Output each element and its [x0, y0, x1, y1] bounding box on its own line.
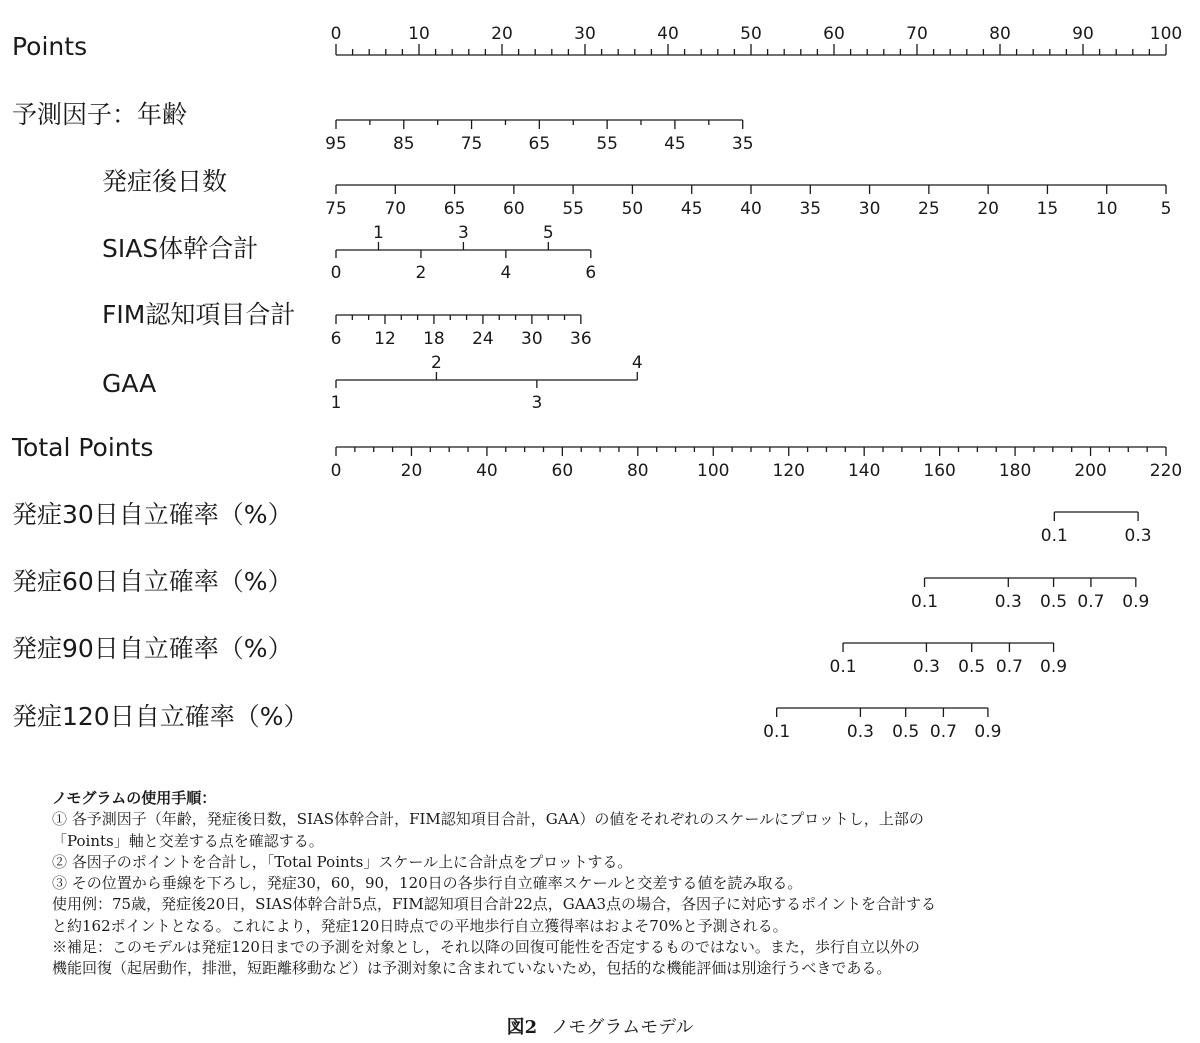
age-tick-label: 85 [392, 134, 415, 154]
days-tick-label: 15 [1036, 199, 1059, 219]
p60-tick-label: 0.7 [1077, 592, 1105, 612]
notes-line-7: ※補足：このモデルは発症120日までの予測を対象とし，それ以降の回復可能性を否定するものではない。また，歩行自立以外の [52, 938, 920, 957]
gaa-tick-label: 2 [431, 353, 442, 373]
age-tick-label: 45 [664, 134, 686, 154]
points-tick-label: 60 [823, 24, 845, 44]
total-tick-label: 180 [998, 461, 1032, 481]
p120-tick-label: 0.9 [974, 722, 1002, 742]
notes-line-3: ② 各因子のポイントを合計し，「Total Points」スケール上に合計点をプロットする。 [52, 852, 633, 871]
gaa-tick-label: 4 [631, 353, 643, 373]
days-tick-label: 35 [799, 199, 822, 219]
fim-tick-label: 36 [570, 329, 592, 349]
age-tick-label: 95 [325, 134, 347, 154]
points-tick-label: 50 [740, 24, 762, 44]
total-tick-label: 0 [330, 461, 342, 481]
sias-tick-label: 3 [457, 223, 469, 243]
notes-title: ノモグラムの使用手順： [52, 789, 217, 807]
points-tick-label: 20 [491, 24, 513, 44]
scale-label-p90: 発症90日自立確率（%） [12, 634, 293, 663]
total-tick-label: 100 [697, 461, 730, 481]
fim-tick-label: 24 [472, 329, 494, 349]
points-tick-label: 40 [657, 24, 679, 44]
p120-tick-label: 0.3 [846, 722, 874, 742]
p60-tick-label: 0.9 [1122, 592, 1150, 612]
notes-line-5: 使用例：75歳，発症後20日，SIAS体幹合計5点，FIM認知項目合計22点，GAA3点の場合，各因子に対応するポイントを合計する [52, 895, 937, 914]
sias-tick-label: 5 [542, 223, 554, 243]
days-tick-label: 10 [1095, 199, 1118, 219]
p120-tick-label: 0.7 [929, 722, 957, 742]
total-tick-label: 120 [772, 461, 805, 481]
p90-tick-label: 0.7 [995, 657, 1023, 677]
total-tick-label: 220 [1149, 461, 1183, 481]
usage-notes [52, 788, 1162, 980]
p60-tick-label: 0.3 [994, 592, 1022, 612]
fim-tick-label: 6 [330, 329, 342, 349]
scale-label-sias: SIAS体幹合計 [102, 234, 259, 263]
sias-tick-label: 0 [330, 263, 342, 283]
gaa-tick-label: 3 [531, 393, 543, 413]
gaa-tick-label: 1 [330, 393, 342, 413]
total-tick-label: 200 [1074, 461, 1107, 481]
total-tick-label: 160 [923, 461, 956, 481]
days-tick-label: 65 [443, 199, 466, 219]
notes-line-1: ① 各予測因子（年齢，発症後日数，SIAS体幹合計，FIM認知項目合計，GAA）の値をそれぞれのスケールにプロットし，上部の [52, 810, 924, 829]
scale-label-p30: 発症30日自立確率（%） [12, 500, 293, 529]
points-tick-label: 90 [1072, 24, 1094, 44]
notes-line-8: 機能回復（起居動作，排泄，短距離移動など）は予測対象に含まれていないため，包括的な機能評価は別途行うべきである。 [52, 959, 892, 978]
points-tick-label: 30 [574, 24, 596, 44]
days-tick-label: 25 [918, 199, 940, 219]
p90-tick-label: 0.3 [912, 657, 940, 677]
points-tick-label: 100 [1149, 24, 1183, 44]
notes-line-2: 「Points」軸と交差する点を確認する。 [52, 831, 324, 850]
scale-label-total: Total Points [12, 433, 154, 462]
total-tick-label: 40 [476, 461, 498, 481]
figure-number: 図2 [506, 1017, 538, 1038]
p120-tick-label: 0.1 [763, 722, 791, 742]
figure-caption [0, 1013, 1200, 1039]
notes-line-6: と約162ポイントとなる。これにより，発症120日時点での平地歩行自立獲得率はおよそ70%と予測される。 [52, 916, 788, 935]
points-tick-label: 70 [906, 24, 928, 44]
days-tick-label: 40 [740, 199, 762, 219]
p90-tick-label: 0.9 [1040, 657, 1068, 677]
p30-tick-label: 0.1 [1040, 526, 1068, 546]
total-tick-label: 80 [626, 461, 649, 481]
p90-tick-label: 0.1 [829, 657, 857, 677]
figure-caption-text: ノモグラムモデル [551, 1017, 694, 1038]
fim-tick-label: 30 [521, 329, 543, 349]
scale-label-gaa: GAA [102, 369, 157, 398]
points-tick-label: 0 [330, 24, 342, 44]
scale-label-age: 予測因子：年齢 [12, 100, 188, 129]
sias-tick-label: 4 [500, 263, 512, 283]
scale-label-points: Points [12, 32, 88, 61]
p30-tick-label: 0.3 [1124, 526, 1152, 546]
days-tick-label: 20 [977, 199, 999, 219]
days-tick-label: 45 [680, 199, 703, 219]
p60-tick-label: 0.1 [911, 592, 939, 612]
scale-label-p120: 発症120日自立確率（%） [12, 702, 309, 731]
total-tick-label: 140 [847, 461, 881, 481]
age-tick-label: 65 [528, 134, 551, 154]
total-tick-label: 60 [551, 461, 574, 481]
scale-label-days: 発症後日数 [102, 167, 228, 196]
days-tick-label: 55 [562, 199, 584, 219]
age-tick-label: 35 [731, 134, 754, 154]
points-tick-label: 80 [989, 24, 1011, 44]
days-tick-label: 70 [384, 199, 407, 219]
scale-label-fim: FIM認知項目合計 [102, 300, 296, 329]
fim-tick-label: 18 [423, 329, 445, 349]
days-tick-label: 60 [503, 199, 525, 219]
p90-tick-label: 0.5 [958, 657, 986, 677]
sias-tick-label: 1 [373, 223, 384, 243]
sias-tick-label: 2 [415, 263, 427, 283]
days-tick-label: 75 [325, 199, 347, 219]
age-tick-label: 75 [460, 134, 483, 154]
days-tick-label: 50 [621, 199, 644, 219]
days-tick-label: 30 [858, 199, 881, 219]
age-tick-label: 55 [596, 134, 618, 154]
p60-tick-label: 0.5 [1040, 592, 1068, 612]
scale-label-p60: 発症60日自立確率（%） [12, 567, 293, 596]
notes-line-4: ③ その位置から垂線を下ろし，発症30，60，90，120日の各歩行自立確率スケールと交差する値を読み取る。 [52, 874, 803, 893]
sias-tick-label: 6 [585, 263, 597, 283]
p120-tick-label: 0.5 [892, 722, 920, 742]
points-tick-label: 10 [408, 24, 430, 44]
fim-tick-label: 12 [374, 329, 396, 349]
days-tick-label: 5 [1160, 199, 1172, 219]
total-tick-label: 20 [400, 461, 423, 481]
